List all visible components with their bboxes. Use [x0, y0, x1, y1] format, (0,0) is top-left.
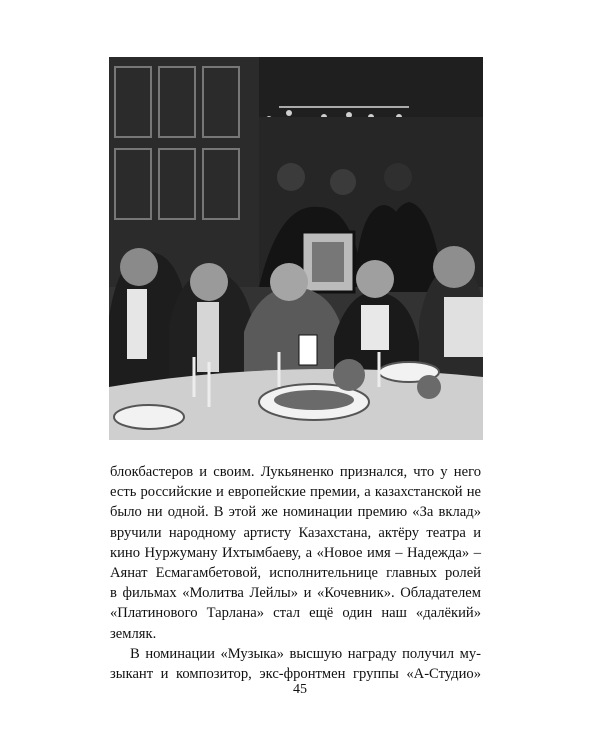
photo-illustration	[109, 57, 483, 440]
text-line: «Платинового Тарлана» стал ещё один наш «далёкий»	[110, 605, 481, 622]
text-line: блокбастеров и своим. Лукьяненко признался, что у него	[110, 464, 481, 480]
page-number: 45	[293, 682, 307, 697]
text-line: было ни одной. В этой же номинации премию «За вклад»	[110, 504, 481, 521]
text-line: Аянат Есмагамбетовой, исполнительнице главных ролей	[110, 565, 481, 582]
banquet-photo	[109, 57, 483, 440]
body-text	[110, 462, 481, 684]
text-line: В номинации «Музыка» высшую награду получил му-	[130, 645, 481, 662]
text-line: в фильмах «Молитва Лейлы» и «Кочевник». Обладателем	[110, 585, 481, 602]
text-line: зыкант и композитор, экс-фронтмен группы «А-Студио»	[110, 666, 481, 683]
text-line: кино Нуржуману Ихтымбаеву, а «Новое имя – Надежда» –	[110, 544, 481, 561]
paragraph-2	[110, 644, 481, 684]
paragraph-1	[110, 462, 481, 644]
text-line: земляк.	[110, 625, 157, 642]
text-line: есть российские и европейские премии, а казахстанской не	[110, 484, 481, 501]
text-line: вручили народному артисту Казахстана, актёру театра и	[110, 524, 481, 541]
